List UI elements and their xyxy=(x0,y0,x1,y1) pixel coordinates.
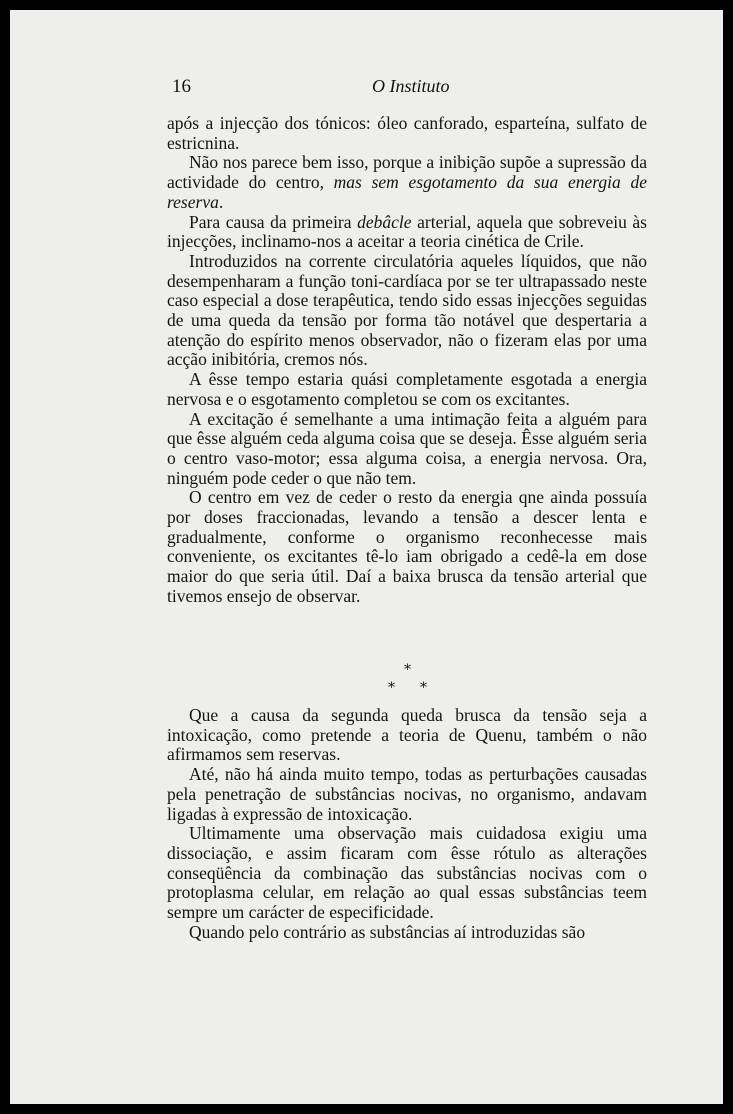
paragraph: Introduzidos na corrente circulatória aqueles líquidos, que não desempenharam a função toni-cardíaca por se ter ultrapassado neste caso especial a dose terapêutica, tendo sido essas injecções seguidas de uma queda da tensão por forma tão notável que despertaria a atenção do espírito menos observador, não o fizeram elas por uma acção inibitória, cremos nós. xyxy=(167,250,647,370)
paragraph: A êsse tempo estaria quási completamente esgotada a energia nervosa e o esgotamento completou se com os excitantes. xyxy=(167,369,647,409)
running-title: O Instituto xyxy=(372,76,450,96)
emphasis-text: mas sem esgotamento da sua energia de reserva xyxy=(167,172,647,212)
asterisk: * xyxy=(388,680,395,696)
text-run: Para causa da primeira xyxy=(189,211,358,232)
paragraph: Até, não há ainda muito tempo, todas as perturbações causadas pela penetração de substâncias nocivas, no organismo, andavam ligadas à expressão de intoxicação. xyxy=(167,764,647,824)
text-run: . xyxy=(218,191,224,212)
paragraph: Quando pelo contrário as substâncias aí introduzidas são xyxy=(189,921,586,942)
paragraph: Que a causa da segunda queda brusca da tensão seja a intoxicação, como pretende a teoria de Quenu, também o não afirmamos sem reservas. xyxy=(167,705,647,765)
paragraph: A excitação é semelhante a uma intimação feita a alguém para que êsse alguém ceda alguma coisa que se deseja. Êsse alguém seria o centro vaso-motor; essa alguma coisa, a energia nervosa. Ora, ninguém pode ceder o que não tem. xyxy=(167,408,647,488)
asterisk: * xyxy=(420,680,427,696)
text-run: arterial, aquela que sobreveiu às injecções, inclinamo-nos a aceitar a teoria cinética de Crile. xyxy=(167,211,647,252)
asterisk: * xyxy=(404,662,411,678)
section-separator xyxy=(380,662,440,702)
paragraph xyxy=(167,213,647,252)
body-text-top xyxy=(167,114,647,607)
paragraph xyxy=(167,153,647,212)
body-text-bottom xyxy=(167,706,647,942)
paragraph: após a injecção dos tónicos: óleo canforado, esparteína, sulfato de estricnina. xyxy=(167,113,647,153)
book-page xyxy=(10,10,723,1104)
page-header xyxy=(172,76,652,102)
emphasis-text: debâcle xyxy=(357,211,412,232)
page-number: 16 xyxy=(172,76,191,97)
paragraph: O centro em vez de ceder o resto da energia qne ainda possuía por doses fraccionadas, levando a tensão a descer lenta e gradualmente, conforme o organismo reconhecesse mais conveniente, os excitantes tê-lo iam obrigado a cedê-la em dose maior do que seria útil. Daí a baixa brusca da tensão arterial que tivemos ensejo de observar. xyxy=(167,487,647,606)
paragraph: Ultimamente uma observação mais cuidadosa exigiu uma dissociação, e assim ficaram com êsse rótulo as alterações conseqüência da combinação das substâncias nocivas com o protoplasma celular, em relação ao qual essas substâncias teem sempre um carácter de especificidade. xyxy=(167,823,647,923)
text-run: Não nos parece bem isso, porque a inibição supõe a supressão da actividade do centro, xyxy=(167,152,647,193)
